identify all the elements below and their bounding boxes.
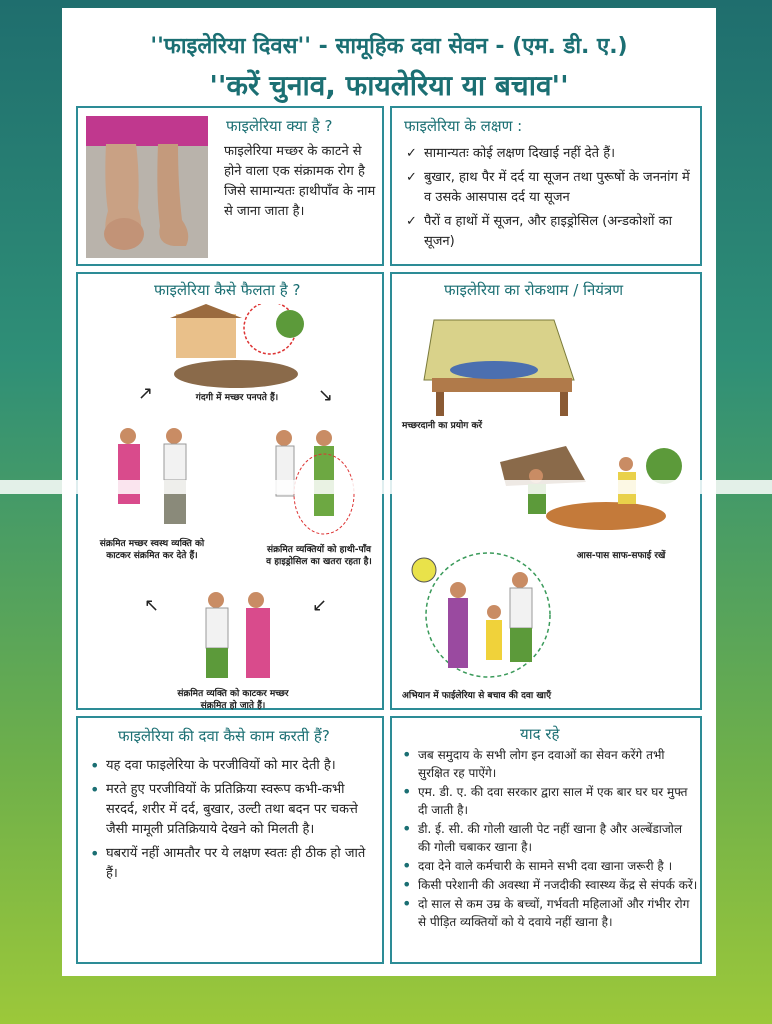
- cycle-arrow-icon: ↙: [312, 595, 328, 616]
- prevention-heading: फाइलेरिया का रोकथाम / नियंत्रण: [444, 281, 624, 299]
- what-is-heading: फाइलेरिया क्या है ?: [226, 117, 333, 135]
- cycle-arrow-icon: ↘: [318, 385, 334, 406]
- prevention-caption-1: मच्छरदानी का प्रयोग करें: [402, 421, 483, 431]
- dirty-surroundings-illustration: [166, 304, 306, 390]
- spread-caption-4: संक्रमित मच्छर स्वस्थ व्यक्ति को काटकर संक्रमित कर देते हैं।: [99, 539, 205, 561]
- medicine-item: • मरते हुए परजीवियों के प्रतिक्रिया स्वरूप कभी-कभी सरदर्द, शरीर में दर्द, बुखार, उल्टी तथा बदन पर चकत्ते जैसी मामूली प्रतिक्रियाये देखने को मिलती है।: [88, 780, 376, 840]
- symptoms-heading: फाइलेरिया के लक्षण :: [404, 117, 523, 135]
- cycle-arrow-icon: ↗: [138, 383, 154, 404]
- remember-heading: याद रहे: [520, 725, 560, 743]
- medicine-heading: फाइलेरिया की दवा कैसे काम करती हैं?: [118, 727, 330, 745]
- remember-item: • किसी परेशानी की अवस्था में नजदीकी स्वास्थ्य केंद्र से संपर्क करें।: [400, 876, 698, 894]
- spread-heading: फाइलेरिया कैसे फैलता है ?: [154, 281, 301, 299]
- remember-section: [390, 716, 702, 964]
- spread-caption-1: गंदगी में मच्छर पनपते हैं।: [195, 393, 279, 403]
- remember-item: • दो साल से कम उम्र के बच्चों, गर्भवती महिलाओं और गंभीर रोग से पीड़ित व्यक्तियों को ये दवाये नहीं खाना है।: [400, 895, 698, 931]
- symptom-item: ✓ पैरों व हाथों में सूजन, और हाइड्रोसिल (अन्डकोशों का सूजन): [406, 212, 692, 252]
- taking-medicine-illustration: [408, 550, 568, 680]
- spread-caption-2: संक्रमित व्यक्तियों को हाथी-पाँव व हाइड्रोसिल का खतरा रहता है।: [266, 545, 372, 567]
- prevention-caption-3: अभियान में फाईलेरिया से बचाव की दवा खाएँ: [402, 691, 552, 701]
- symptom-item: ✓ बुखार, हाथ पैर में दर्द या सूजन तथा पुरूषों के जननांग में व उसके आसपास दर्द या सूजन: [406, 168, 692, 208]
- remember-item: • दवा देने वाले कर्मचारी के सामने सभी दवा खाना जरूरी है ।: [400, 857, 698, 875]
- symptoms-section: [390, 106, 702, 266]
- what-is-section: [76, 106, 384, 266]
- spread-caption-3: संक्रमित व्यक्ति को काटकर मच्छर संक्रमित हो जाते हैं।: [177, 689, 289, 711]
- swollen-leg-photo: [86, 116, 208, 258]
- medicine-item: • घबरायें नहीं आमतौर पर ये लक्षण स्वतः ही ठीक हो जाते हैं।: [88, 844, 376, 884]
- mosquito-biting-illustration: [190, 586, 290, 686]
- fold-line: [0, 480, 772, 494]
- poster-title: ''फाइलेरिया दिवस'' - सामूहिक दवा सेवन - (एम. डी. ए.): [150, 34, 628, 59]
- remember-item: • डी. ई. सी. की गोली खाली पेट नहीं खाना है और अल्बेंडाजोल की गोली चबाकर खाना है।: [400, 820, 698, 856]
- prevention-caption-2: आस-पास साफ-सफाई रखें: [576, 551, 666, 561]
- what-is-body: फाइलेरिया मच्छर के काटने से होने वाला एक संक्रामक रोग है जिसे सामान्यतः हाथीपाँव के नाम से जाना जाता है।: [224, 144, 376, 219]
- cycle-arrow-icon: ↖: [144, 595, 160, 616]
- remember-item: • जब समुदाय के सभी लोग इन दवाओं का सेवन करेंगे तभी सुरक्षित रह पाऐंगे।: [400, 746, 698, 782]
- medicine-item: • यह दवा फाइलेरिया के परजीवियों को मार देती है।: [88, 756, 376, 776]
- remember-item: • एम. डी. ए. की दवा सरकार द्वारा साल में एक बार घर घर मुफ्त दी जाती है।: [400, 783, 698, 819]
- symptom-item: ✓ सामान्यतः कोई लक्षण दिखाई नहीं देते हैं।: [406, 144, 692, 164]
- medicine-section: [76, 716, 384, 964]
- mosquito-net-illustration: [404, 300, 584, 420]
- poster-slogan: ''करें चुनाव, फायलेरिया या बचाव'': [209, 69, 569, 102]
